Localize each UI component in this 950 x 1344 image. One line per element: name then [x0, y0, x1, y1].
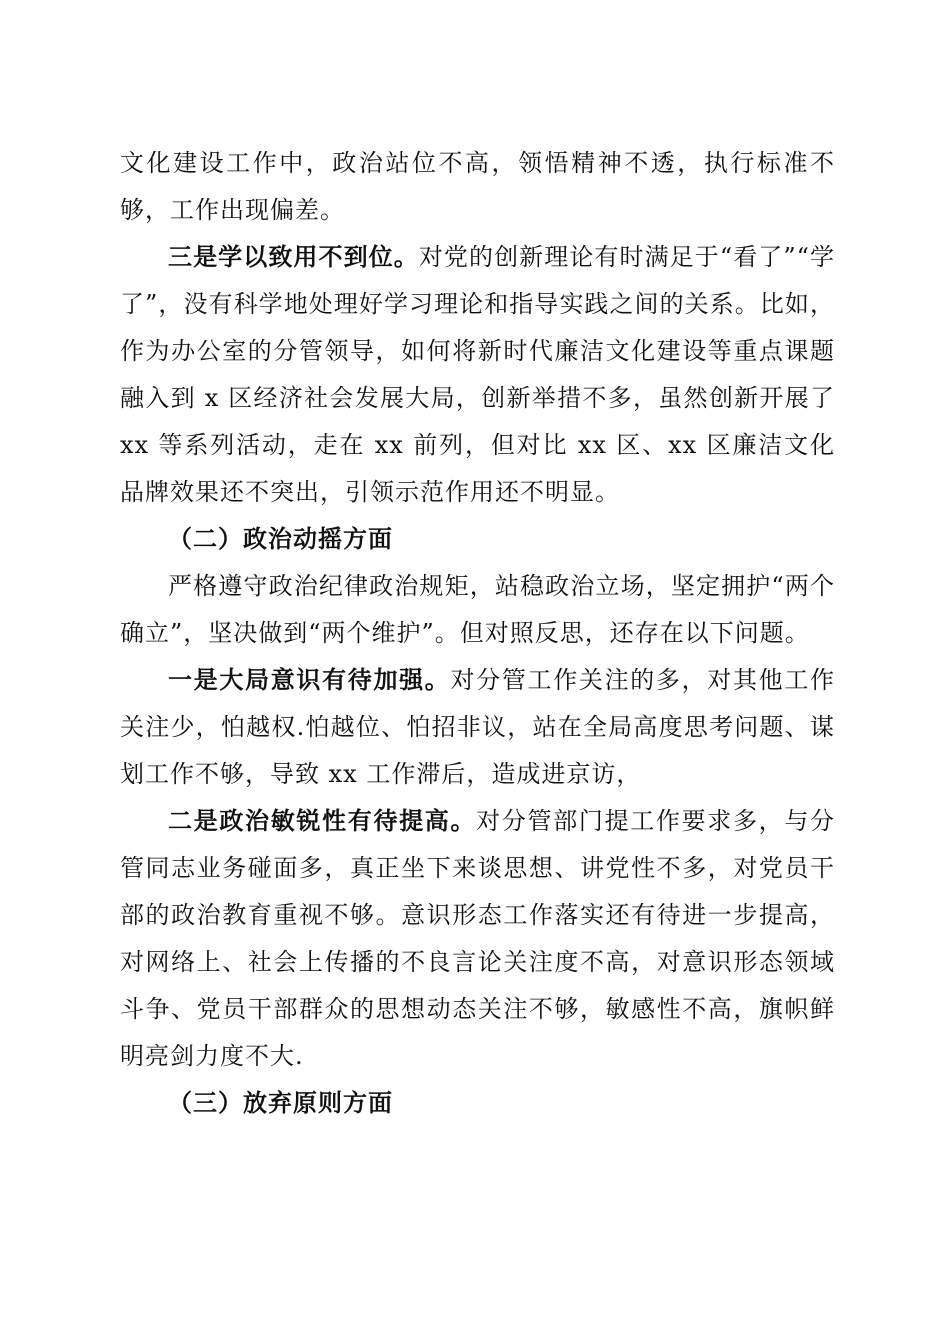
paragraph-text: 对党的创新理论有时满足于“看了”“学了”，没有科学地处理好学习理论和指导实践之间的关系。比如，作为办公室的分管领导，如何将新时代廉洁文化建设等重点课题融入到 x 区经济社会发展大局，创新举措不多，虽然创新开展了 xx 等系列活动，走在 xx 前列，但对比 xx 区、xx 区廉洁文化品牌效果还不突出，引领示范作用还不明显。	[120, 243, 835, 506]
section-heading-political-wavering: （二）政治动摇方面	[168, 525, 393, 553]
paragraph-text: 严格遵守政治纪律政治规矩，站稳政治立场，坚定拥护“两个确立”，坚决做到“两个维护”。但对照反思，还存在以下问题。	[120, 572, 835, 647]
paragraph-text: 文化建设工作中，政治站位不高，领悟精神不透，执行标准不够，工作出现偏差。	[120, 149, 835, 224]
paragraph-political-sensitivity	[120, 798, 835, 1080]
paragraph-lead: 一是大局意识有待加强。	[168, 666, 451, 694]
paragraph-text: 对分管部门提工作要求多，与分管同志业务碰面多，真正坐下来谈思想、讲党性不多，对党员干部的政治教育重视不够。意识形态工作落实还有待进一步提高，对网络上、社会上传播的不良言论关注度不高，对意识形态领域斗争、党员干部群众的思想动态关注不够，敏感性不高，旗帜鲜明亮剑力度不大.	[120, 807, 836, 1070]
paragraph-learning-application	[120, 234, 835, 516]
paragraph-political-discipline	[120, 563, 835, 657]
paragraph-text: 对分管工作关注的多，对其他工作关注少，怕越权.怕越位、怕招非议，站在全局高度思考问题、谋划工作不够，导致 xx 工作滞后，造成进京访，	[120, 666, 836, 788]
paragraph-lead: 三是学以致用不到位。	[168, 243, 419, 271]
paragraph-overall-awareness	[120, 657, 835, 798]
document-body	[120, 140, 835, 1127]
paragraph-lead: 二是政治敏锐性有待提高。	[168, 807, 477, 835]
section-heading-abandoning-principles: （三）放弃原则方面	[168, 1089, 393, 1117]
paragraph-continuation	[120, 140, 835, 234]
